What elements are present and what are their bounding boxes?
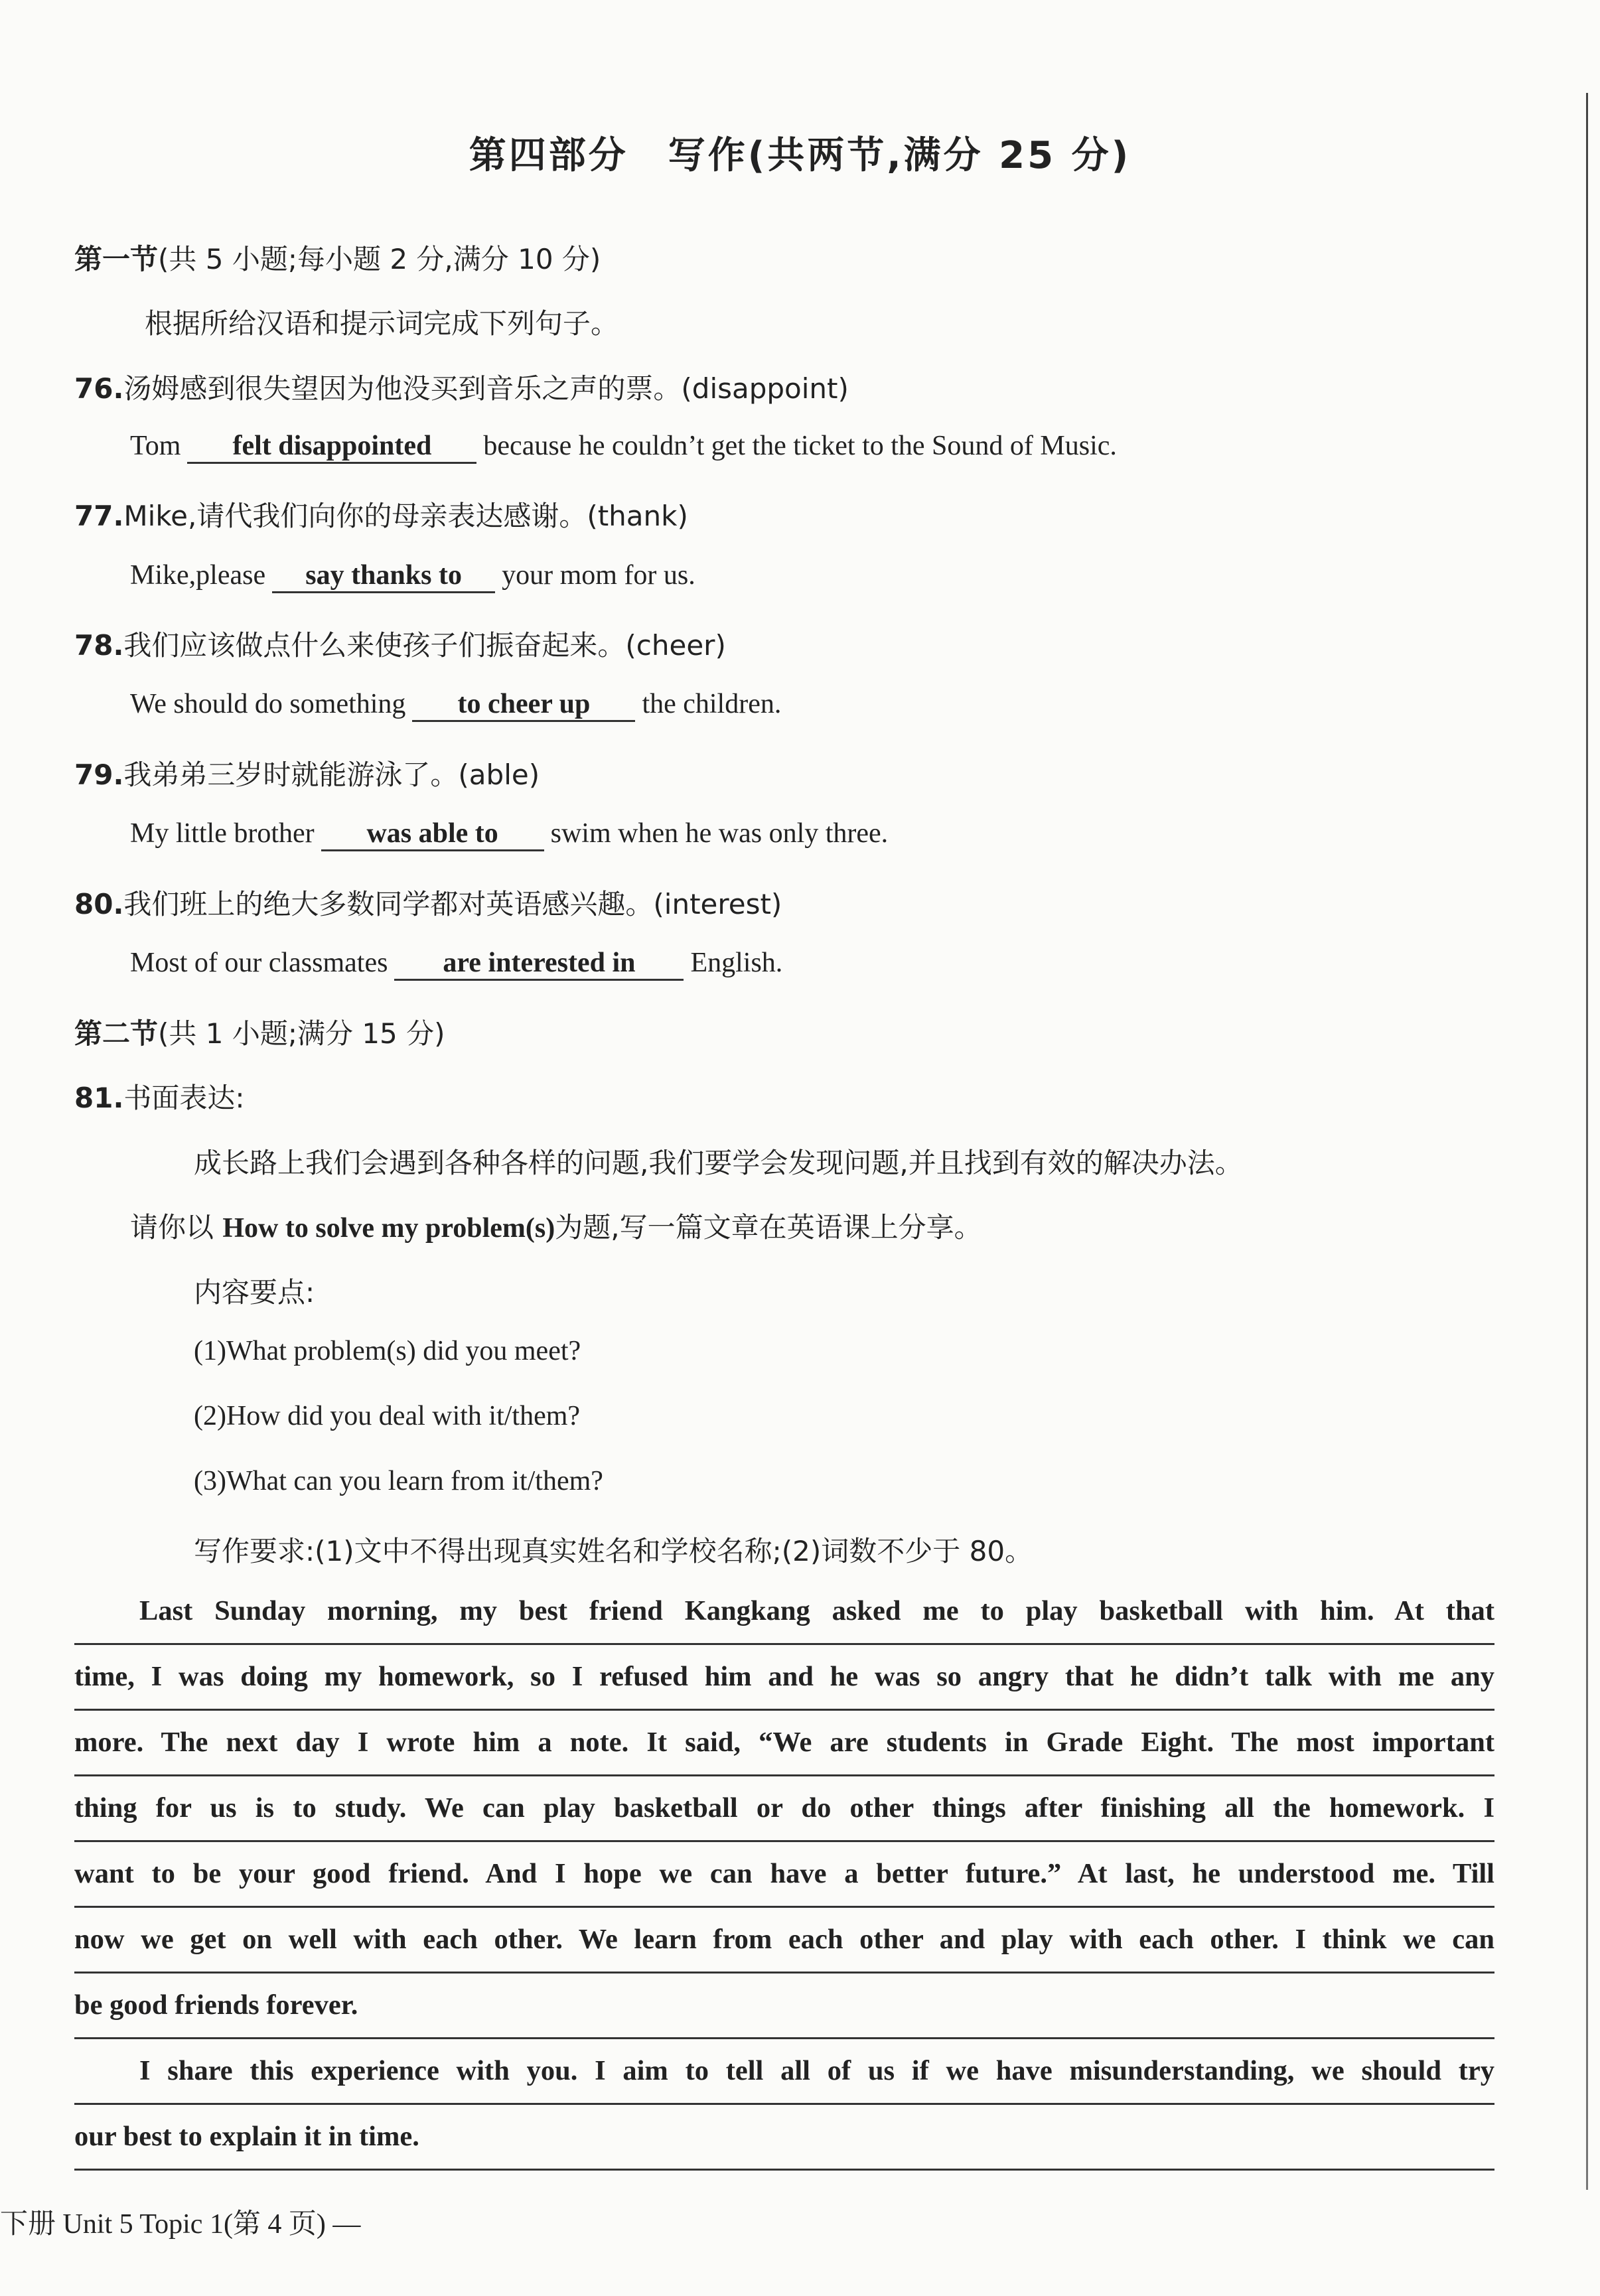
essay-line: our best to explain it in time.	[74, 2105, 1494, 2171]
sentence-before: Most of our classmates	[130, 948, 388, 978]
content-point-1: (1)What problem(s) did you meet?	[194, 1336, 581, 1366]
question-76-prompt	[74, 367, 849, 407]
section2-header	[74, 1012, 445, 1052]
essay-topic: How to solve my problem(s)	[222, 1213, 555, 1244]
essay-line: I share this experience with you. I aim to tell all of us if we have misunderstanding, we should try	[74, 2039, 1494, 2105]
question-label: 书面表达:	[123, 1082, 245, 1114]
section2-heading: 第二节	[74, 1017, 159, 1050]
section2-info: (共 1 小题;满分 15 分)	[158, 1017, 445, 1050]
sentence-before: My little brother	[130, 818, 315, 849]
sentence-before: Mike,please	[130, 560, 266, 591]
question-76-sentence	[130, 430, 1117, 464]
sentence-after: because he couldn’t get the ticket to the Sound of Music.	[483, 431, 1117, 461]
section1-header	[74, 238, 601, 277]
content-point-2: (2)How did you deal with it/them?	[194, 1401, 581, 1431]
question-cn: 我们班上的绝大多数同学都对英语感兴趣。(interest)	[123, 888, 782, 920]
question-cn: 我们应该做点什么来使孩子们振奋起来。(cheer)	[123, 629, 726, 662]
page-footer: 下册 Unit 5 Topic 1(第 4 页) —	[0, 2209, 361, 2240]
question-79-sentence	[130, 818, 888, 851]
section1-heading: 第一节	[74, 243, 159, 275]
intro-prefix: 请你以	[130, 1211, 214, 1244]
essay-line: Last Sunday morning, my best friend Kangkang asked me to play basketball with him. At that	[74, 1579, 1494, 1645]
question-number: 80.	[74, 888, 124, 920]
essay-line: thing for us is to study. We can play basketball or do other things after finishing all the homework. I	[74, 1776, 1494, 1842]
question-cn: 我弟弟三岁时就能游泳了。(able)	[123, 758, 540, 791]
sentence-after: your mom for us.	[502, 560, 695, 591]
sentence-after: English.	[690, 948, 783, 978]
answer-blank: felt disappointed	[187, 430, 476, 464]
question-number: 81.	[74, 1082, 124, 1114]
sentence-after: the children.	[642, 689, 782, 719]
essay-line: now we get on well with each other. We learn from each other and play with each other. I think we can	[74, 1908, 1494, 1973]
question-cn: Mike,请代我们向你的母亲表达感谢。(thank)	[123, 500, 688, 532]
content-point-3: (3)What can you learn from it/them?	[194, 1466, 603, 1496]
essay-line: be good friends forever.	[74, 1973, 1494, 2039]
sentence-after: swim when he was only three.	[550, 818, 889, 849]
section1-instruction: 根据所给汉语和提示词完成下列句子。	[145, 307, 619, 340]
question-cn: 汤姆感到很失望因为他没买到音乐之声的票。(disappoint)	[123, 372, 849, 405]
question-78-sentence	[130, 688, 781, 722]
question-81-prompt	[74, 1076, 245, 1116]
question-number: 79.	[74, 758, 124, 791]
writing-requirements: 写作要求:(1)文中不得出现真实姓名和学校名称;(2)词数不少于 80。	[194, 1535, 1033, 1567]
content-points-label: 内容要点:	[194, 1276, 315, 1309]
q81-intro-line2	[130, 1206, 982, 1246]
question-78-prompt	[74, 624, 726, 664]
question-80-sentence	[130, 947, 782, 981]
intro-suffix: 为题,写一篇文章在英语课上分享。	[555, 1211, 982, 1244]
essay-line: want to be your good friend. And I hope we can have a better future.” At last, he understood me. Till	[74, 1842, 1494, 1908]
question-77-sentence	[130, 559, 695, 593]
q81-intro-line1: 成长路上我们会遇到各种各样的问题,我们要学会发现问题,并且找到有效的解决办法。	[194, 1147, 1243, 1179]
answer-blank: are interested in	[394, 947, 684, 981]
question-number: 76.	[74, 372, 124, 405]
essay-line: time, I was doing my homework, so I refused him and he was so angry that he didn’t talk with me any	[74, 1645, 1494, 1711]
question-79-prompt	[74, 753, 540, 793]
section1-info: (共 5 小题;每小题 2 分,满分 10 分)	[158, 243, 601, 275]
page-title: 第四部分 写作(共两节,满分 25 分)	[469, 134, 1131, 177]
answer-blank: say thanks to	[272, 559, 495, 593]
answer-blank: to cheer up	[412, 688, 635, 722]
essay-line: more. The next day I wrote him a note. It said, “We are students in Grade Eight. The most important	[74, 1711, 1494, 1776]
page-edge-line	[1586, 93, 1588, 2190]
sentence-before: We should do something	[130, 689, 406, 719]
essay-answer	[74, 1579, 1494, 2171]
sentence-before: Tom	[130, 431, 181, 461]
question-80-prompt	[74, 883, 782, 922]
answer-blank: was able to	[321, 818, 544, 851]
question-77-prompt	[74, 494, 688, 534]
question-number: 77.	[74, 500, 124, 532]
question-number: 78.	[74, 629, 124, 662]
